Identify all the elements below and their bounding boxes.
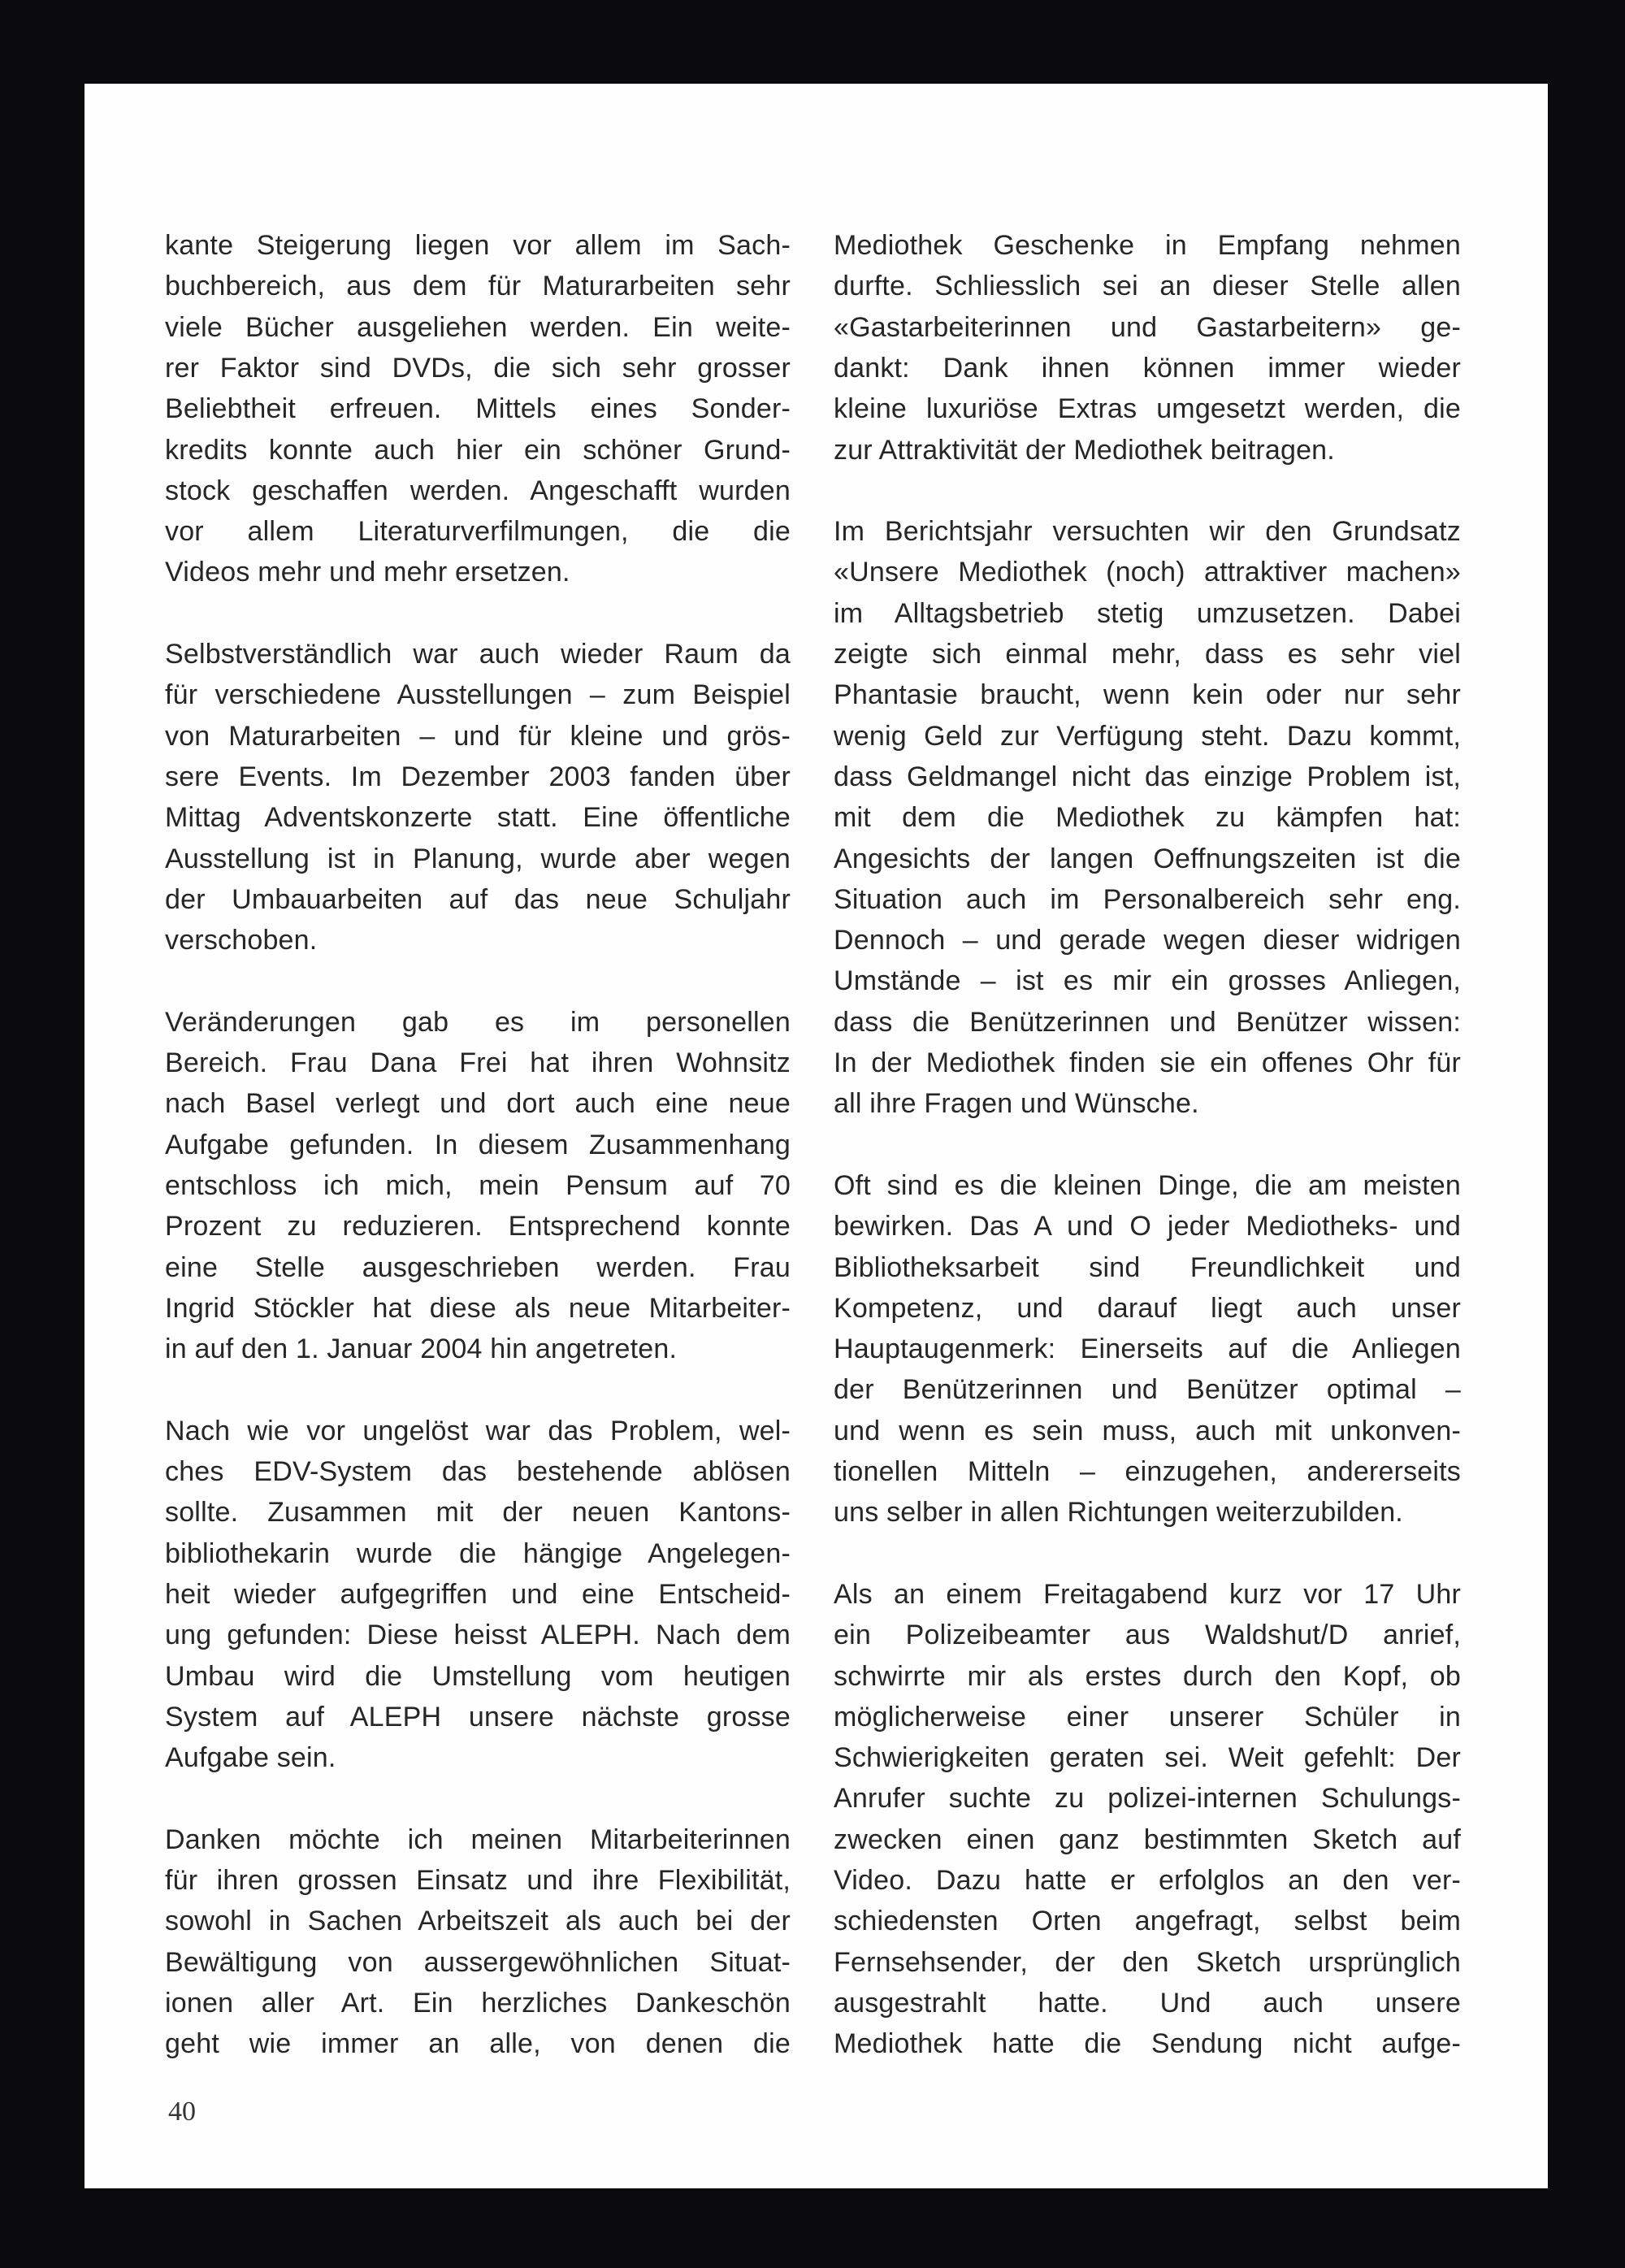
text-line: stock geschaffen werden. Angeschafft wurden [165,475,791,506]
text-line: Prozent zu reduzieren. Entsprechend konnte [165,1211,791,1242]
text-line: im Alltagsbetrieb stetig umzusetzen. Dabei [834,597,1461,629]
text-line: Mediothek hatte die Sendung nicht aufge- [834,2028,1461,2060]
text-line: ausgestrahlt hatte. Und auch unsere [834,1987,1461,2019]
text-line: schwirrte mir als erstes durch den Kopf, ob [834,1660,1461,1692]
text-line: vor allem Literaturverfilmungen, die die [165,516,791,548]
text-line: dankt: Dank ihnen können immer wieder [834,352,1461,384]
text-line: Oft sind es die kleinen Dinge, die am meisten [834,1169,1461,1201]
text-line: kredits konnte auch hier ein schöner Grund- [165,434,791,466]
page-number: 40 [168,2097,196,2127]
text-line: ches EDV-System das bestehende ablösen [165,1456,791,1487]
text-line: rer Faktor sind DVDs, die sich sehr grosser [165,352,791,384]
text-line: Nach wie vor ungelöst war das Problem, wel- [165,1415,791,1446]
text-line: für verschiedene Ausstellungen – zum Beispiel [165,679,791,711]
text-line: Aufgabe sein. [165,1742,336,1774]
text-line: dass Geldmangel nicht das einzige Problem ist, [834,761,1461,792]
text-line: eine Stelle ausgeschrieben werden. Frau [165,1251,791,1283]
text-line: Mittag Adventskonzerte statt. Eine öffentliche [165,802,791,834]
text-line: kante Steigerung liegen vor allem im Sach- [165,230,791,261]
text-line: bibliothekarin wurde die hängige Angelegen- [165,1537,791,1569]
text-line: schiedensten Orten angefragt, selbst beim [834,1906,1461,1937]
text-line: der Benützerinnen und Benützer optimal – [834,1374,1461,1406]
text-line: Situation auch im Personalbereich sehr eng. [834,883,1461,915]
text-line: Ingrid Stöckler hat diese als neue Mitarbeiter- [165,1292,791,1324]
text-line: nach Basel verlegt und dort auch eine neue [165,1088,791,1120]
text-line: sere Events. Im Dezember 2003 fanden über [165,761,791,792]
text-line: von Maturarbeiten – und für kleine und grös- [165,720,791,752]
text-line: Angesichts der langen Oeffnungszeiten ist die [834,843,1461,874]
text-line: für ihren grossen Einsatz und ihre Flexibilität, [165,1865,791,1896]
text-line: der Umbauarbeiten auf das neue Schuljahr [165,883,791,915]
text-line: «Gastarbeiterinnen und Gastarbeitern» ge- [834,311,1461,343]
text-line: zur Attraktivität der Mediothek beitragen. [834,434,1335,466]
text-line: durfte. Schliesslich sei an dieser Stelle allen [834,271,1461,302]
text-line: verschoben. [165,925,318,956]
text-line: Phantasie braucht, wenn kein oder nur sehr [834,679,1461,711]
text-line: heit wieder aufgegriffen und eine Entscheid- [165,1578,791,1610]
text-line: Im Berichtsjahr versuchten wir den Grundsatz [834,516,1461,548]
text-line: entschloss ich mich, mein Pensum auf 70 [165,1169,791,1201]
text-line: sowohl in Sachen Arbeitszeit als auch bei der [165,1906,791,1937]
text-line: mit dem die Mediothek zu kämpfen hat: [834,802,1461,834]
text-line: dass die Benützerinnen und Benützer wissen: [834,1006,1461,1038]
text-line: ionen aller Art. Ein herzliches Dankeschön [165,1987,791,2019]
text-line: und wenn es sein muss, auch mit unkonven- [834,1415,1461,1446]
text-line: wenig Geld zur Verfügung steht. Dazu kommt, [834,720,1461,752]
text-line: Veränderungen gab es im personellen [165,1006,791,1038]
text-line: all ihre Fragen und Wünsche. [834,1088,1199,1120]
text-line: bewirken. Das A und O jeder Mediotheks- und [834,1211,1461,1242]
text-line: Bereich. Frau Dana Frei hat ihren Wohnsitz [165,1047,791,1078]
text-line: Umbau wird die Umstellung vom heutigen [165,1660,791,1692]
text-line: ein Polizeibeamter aus Waldshut/D anrief, [834,1620,1461,1651]
text-line: geht wie immer an alle, von denen die [165,2028,791,2060]
text-line: viele Bücher ausgeliehen werden. Ein weite- [165,311,791,343]
text-line: Anrufer suchte zu polizei-internen Schulungs- [834,1783,1461,1815]
text-line: Ausstellung ist in Planung, wurde aber wegen [165,843,791,874]
text-line: möglicherweise einer unserer Schüler in [834,1701,1461,1732]
text-line: uns selber in allen Richtungen weiterzubilden. [834,1497,1403,1529]
text-line: Bibliotheksarbeit sind Freundlichkeit und [834,1251,1461,1283]
text-line: Danken möchte ich meinen Mitarbeiterinnen [165,1824,791,1855]
text-line: Als an einem Freitagabend kurz vor 17 Uhr [834,1578,1461,1610]
text-line: Dennoch – und gerade wegen dieser widrigen [834,925,1461,956]
text-line: Aufgabe gefunden. In diesem Zusammenhang [165,1129,791,1160]
text-line: Selbstverständlich war auch wieder Raum da [165,639,791,670]
document-page [84,84,1548,2188]
text-line: in auf den 1. Januar 2004 hin angetreten. [165,1333,678,1365]
text-line: kleine luxuriöse Extras umgesetzt werden, die [834,393,1461,425]
text-line: Schwierigkeiten geraten sei. Weit gefehlt: Der [834,1742,1461,1774]
text-line: Fernsehsender, der den Sketch ursprünglich [834,1946,1461,1978]
text-line: tionellen Mitteln – einzugehen, andererseits [834,1456,1461,1487]
text-line: «Unsere Mediothek (noch) attraktiver machen» [834,557,1461,588]
text-line: Kompetenz, und darauf liegt auch unser [834,1292,1461,1324]
text-line: zwecken einen ganz bestimmten Sketch auf [834,1824,1461,1855]
text-line: Bewältigung von aussergewöhnlichen Situat- [165,1946,791,1978]
text-line: Video. Dazu hatte er erfolglos an den ver- [834,1865,1461,1896]
text-line: Umstände – ist es mir ein grosses Anliegen, [834,965,1461,997]
text-line: buchbereich, aus dem für Maturarbeiten sehr [165,271,791,302]
text-line: Beliebtheit erfreuen. Mittels eines Sonder- [165,393,791,425]
text-line: Videos mehr und mehr ersetzen. [165,557,570,588]
text-line: sollte. Zusammen mit der neuen Kantons- [165,1497,791,1529]
text-line: zeigte sich einmal mehr, dass es sehr viel [834,639,1461,670]
text-line: System auf ALEPH unsere nächste grosse [165,1701,791,1732]
text-line: ung gefunden: Diese heisst ALEPH. Nach dem [165,1620,791,1651]
text-line: Hauptaugenmerk: Einerseits auf die Anliegen [834,1333,1461,1365]
text-line: In der Mediothek finden sie ein offenes Ohr für [834,1047,1461,1078]
text-line: Mediothek Geschenke in Empfang nehmen [834,230,1461,261]
